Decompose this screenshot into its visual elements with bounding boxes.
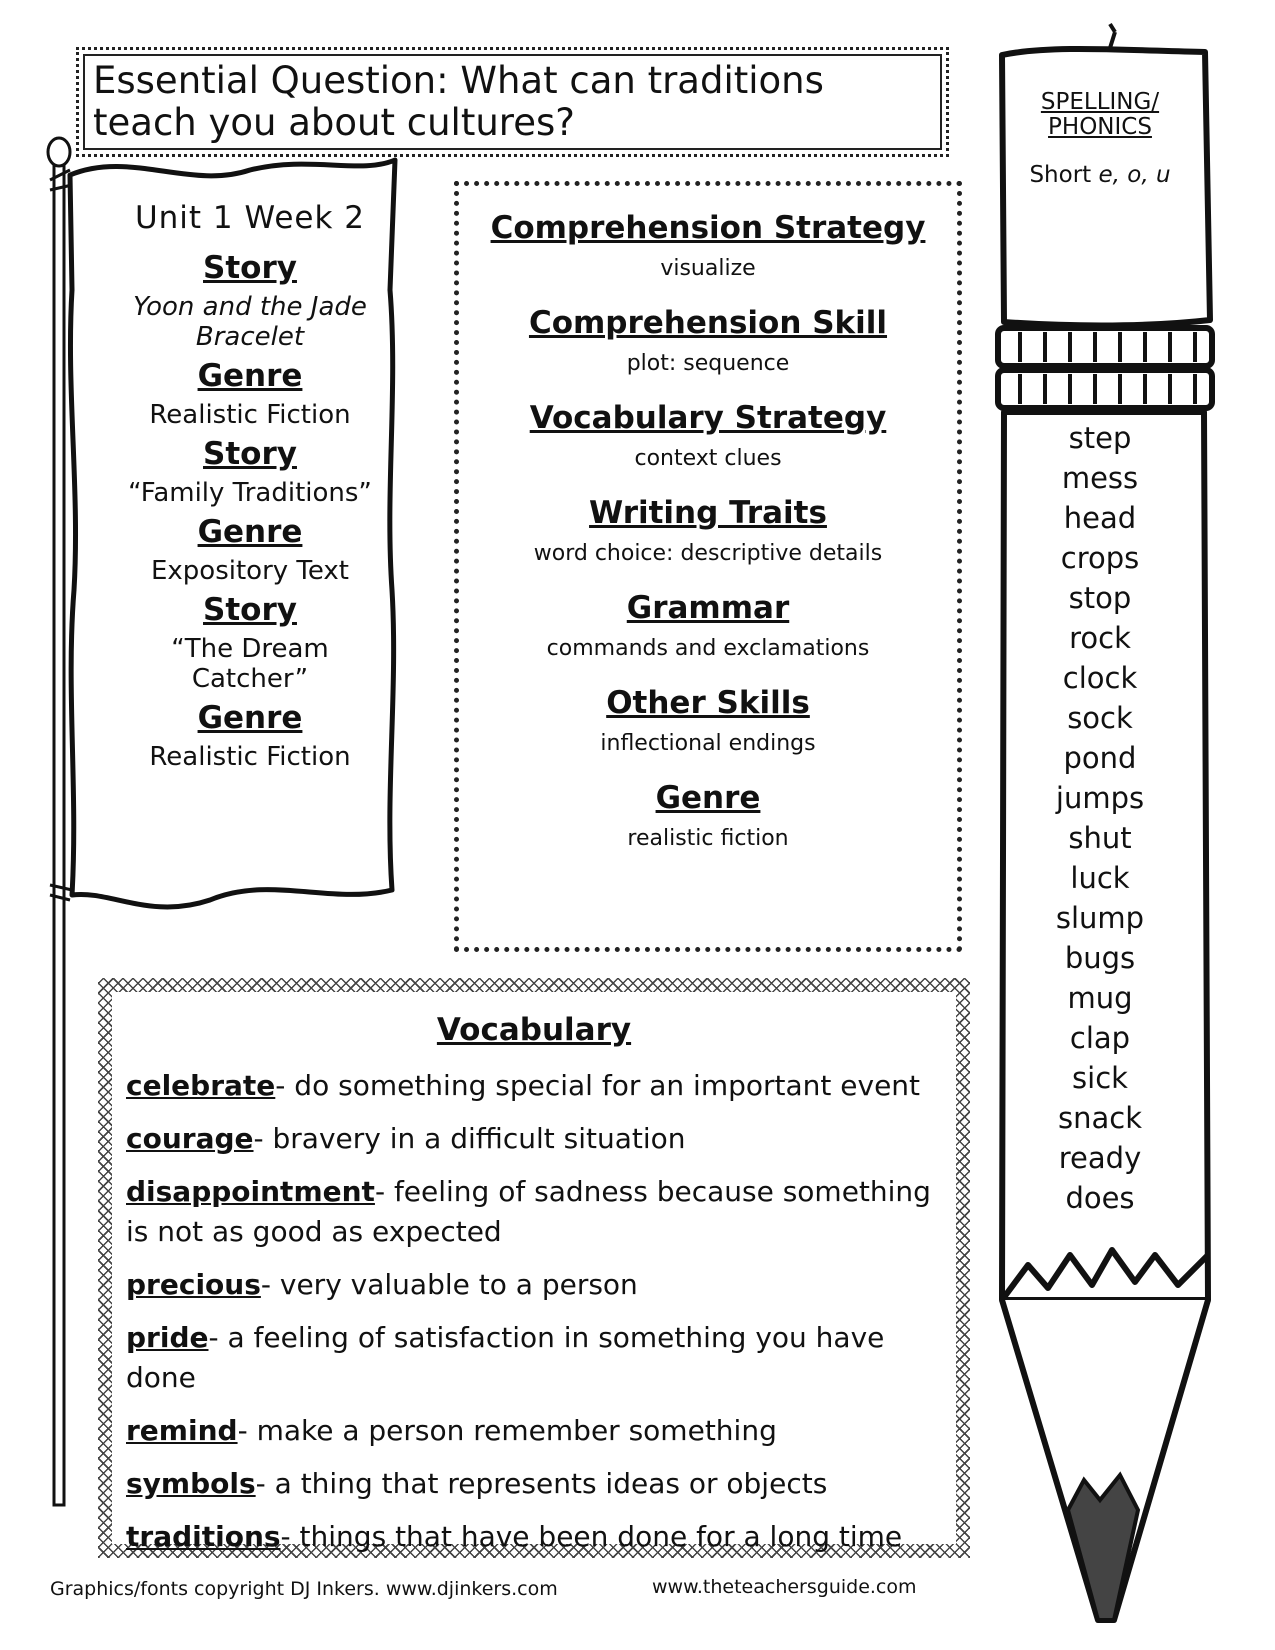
comprehension-skill-heading: Comprehension Skill [528,305,888,341]
story-heading-1: Story [203,250,297,286]
other-skills-value: inflectional endings [600,731,816,756]
spelling-word: pond [1063,741,1137,775]
spelling-word: stop [1068,581,1132,615]
grammar-heading: Grammar [626,590,790,626]
writing-traits-value: word choice: descriptive details [533,541,883,566]
spelling-word: clap [1069,1021,1131,1055]
spelling-word: head [1063,501,1137,535]
flag-content [90,200,410,778]
vocab-item [126,1411,942,1451]
spelling-subtitle [1010,162,1190,188]
vocab-definition: - make a person remember something [237,1414,777,1447]
vocabulary-strategy-heading: Vocabulary Strategy [529,400,887,436]
vocab-definition: - a thing that represents ideas or objects [255,1467,828,1500]
spelling-word: sock [1067,701,1133,735]
vocab-word: symbols [126,1467,256,1500]
genre-value-3: Realistic Fiction [149,742,351,772]
vocab-word: disappointment [126,1175,375,1208]
spelling-word: rock [1069,621,1131,655]
spelling-word: does [1065,1181,1135,1215]
vocabulary-strategy-value: context clues [634,446,782,471]
spelling-word: ready [1058,1141,1142,1175]
vocab-definition: - bravery in a difficult situation [253,1122,686,1155]
vocab-definition: - things that have been done for a long time [280,1520,903,1553]
genre-heading-1: Genre [197,358,303,394]
vocab-word: pride [126,1321,209,1354]
vocab-definition: - feeling of sadness because something is not as good as expected [126,1175,931,1248]
spelling-word: jumps [1055,781,1145,815]
spelling-title-line2: PHONICS [1048,114,1152,140]
story-title-2: “Family Traditions” [128,478,372,508]
genre-value: realistic fiction [627,826,789,851]
vocab-word: precious [126,1268,261,1301]
vocab-item [126,1119,942,1159]
spelling-word: clock [1062,661,1138,695]
footer-website: www.theteachersguide.com [652,1576,917,1598]
vocab-item [126,1265,942,1305]
genre-value-2: Expository Text [150,556,350,586]
vocab-item [126,1066,942,1106]
grammar-value: commands and exclamations [546,636,870,661]
vocab-item [126,1517,942,1557]
genre-heading-3: Genre [197,700,303,736]
essential-question-label: Essential Question: [93,59,449,102]
vocab-definition: - do something special for an important event [275,1069,921,1102]
comprehension-skill-value: plot: sequence [626,351,790,376]
vocab-definition: - a feeling of satisfaction in something you have done [126,1321,885,1394]
spelling-word: slump [1055,901,1145,935]
story-title-1: Yoon and the Jade Bracelet [133,292,367,352]
spelling-word-list [1030,418,1170,1218]
vocab-word: celebrate [126,1069,276,1102]
spelling-word: sick [1072,1061,1128,1095]
vocab-word: traditions [126,1520,281,1553]
other-skills-heading: Other Skills [606,685,810,721]
spelling-word: mug [1067,981,1133,1015]
spelling-phonics-title [1020,90,1180,140]
vocab-definition: - very valuable to a person [260,1268,638,1301]
spelling-word: snack [1058,1101,1142,1135]
spelling-title-line1: SPELLING/ [1040,89,1160,115]
unit-week-title: Unit 1 Week 2 [134,200,366,236]
comprehension-strategy-heading: Comprehension Strategy [490,210,926,246]
spelling-word: shut [1068,821,1132,855]
vocab-word: courage [126,1122,254,1155]
comprehension-strategy-value: visualize [660,256,756,281]
essential-question-text: What can traditions teach you about cultures? [93,59,824,144]
vocabulary-title: Vocabulary [436,1012,632,1048]
genre-value-1: Realistic Fiction [149,400,351,430]
footer-copyright: Graphics/fonts copyright DJ Inkers. www.djinkers.com [50,1578,558,1600]
spelling-word: bugs [1064,941,1136,975]
skills-box [454,181,962,952]
spelling-word: mess [1061,461,1139,495]
vocabulary-box [98,978,970,1558]
spelling-word: step [1068,421,1132,455]
vocab-item [126,1172,942,1252]
story-heading-2: Story [203,436,297,472]
genre-heading: Genre [655,780,761,816]
spelling-word: luck [1070,861,1130,895]
story-heading-3: Story [203,592,297,628]
writing-traits-heading: Writing Traits [589,495,827,531]
story-title-3: “The Dream Catcher” [171,634,329,694]
spelling-subtitle-prefix: Short [1029,162,1099,188]
spelling-word: crops [1060,541,1140,575]
vocab-item [126,1318,942,1398]
vocab-item [126,1464,942,1504]
genre-heading-2: Genre [197,514,303,550]
spelling-subtitle-letters: e, o, u [1098,162,1171,188]
vocab-word: remind [126,1414,238,1447]
